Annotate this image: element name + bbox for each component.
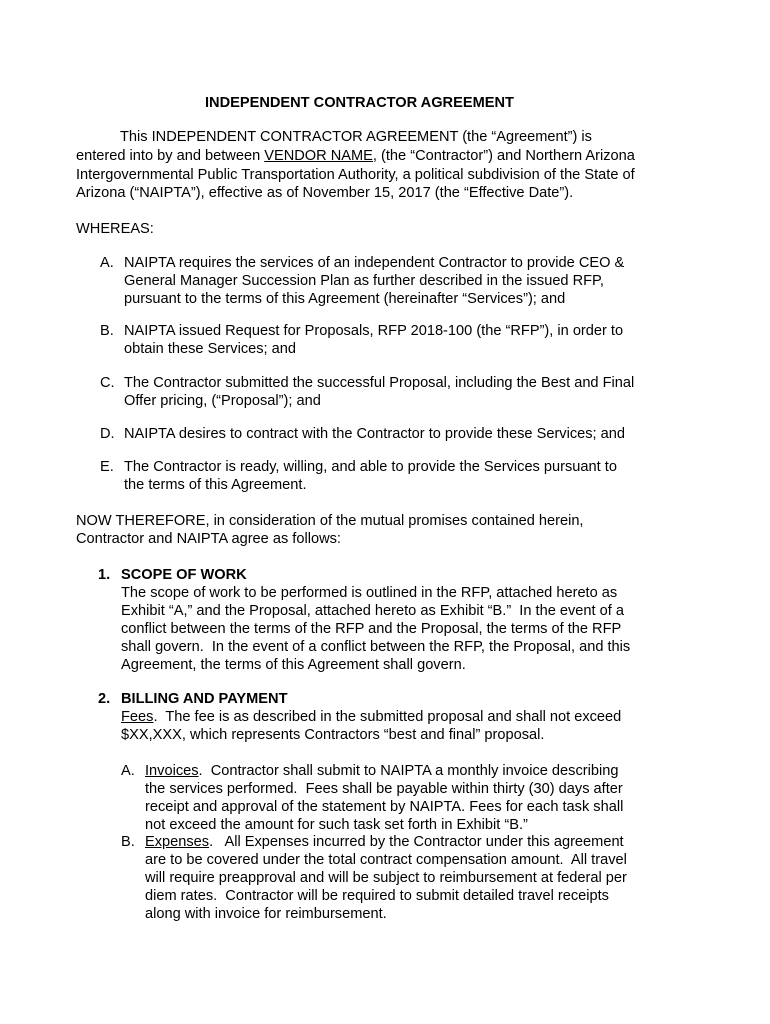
recital-line: pursuant to the terms of this Agreement (hereinafter “Services”); and: [124, 291, 566, 307]
scope-line: Exhibit “A,” and the Proposal, attached hereto as Exhibit “B.” In the event of a: [121, 603, 624, 619]
recital-marker: B.: [100, 323, 114, 339]
now-therefore-line: NOW THEREFORE, in consideration of the mutual promises contained herein,: [76, 513, 584, 529]
expenses-line: are to be covered under the total contract compensation amount. All travel: [145, 852, 627, 868]
fees-line-2: $XX,XXX, which represents Contractors “best and final” proposal.: [121, 727, 545, 743]
invoices-line-1: [145, 762, 618, 780]
fees-label: Fees: [121, 709, 154, 725]
fees-text: . The fee is as described in the submitted proposal and shall not exceed: [153, 709, 622, 725]
recital-line: NAIPTA desires to contract with the Contractor to provide these Services; and: [124, 426, 626, 442]
recital-line: The Contractor is ready, willing, and able to provide the Services pursuant to: [124, 459, 617, 475]
expenses-label: Expenses: [145, 834, 210, 850]
vendor-name-placeholder: VENDOR NAME: [264, 148, 373, 164]
expenses-text: . All Expenses incurred by the Contractor under this agreement: [209, 834, 624, 850]
intro-line-2: [76, 147, 635, 165]
recital-line: Offer pricing, (“Proposal”); and: [124, 393, 321, 409]
recital-line: obtain these Services; and: [124, 341, 296, 357]
recital-marker: A.: [100, 255, 114, 271]
expenses-line-1: [145, 833, 624, 851]
invoices-line: not exceed the amount for such task set forth in Exhibit “B.”: [145, 817, 528, 833]
expenses-line: diem rates. Contractor will be required to submit detailed travel receipts: [145, 888, 609, 904]
intro-text: , (the “Contractor”) and Northern Arizona: [372, 148, 635, 164]
document-title: INDEPENDENT CONTRACTOR AGREEMENT: [205, 95, 514, 111]
recital-line: the terms of this Agreement.: [124, 477, 307, 493]
subsection-marker: A.: [121, 763, 135, 779]
intro-line-3: Intergovernmental Public Transportation Authority, a political subdivision of the State of: [76, 167, 635, 183]
section-heading-scope: SCOPE OF WORK: [121, 567, 247, 583]
recital-marker: E.: [100, 459, 114, 475]
intro-line-1: This INDEPENDENT CONTRACTOR AGREEMENT (the “Agreement”) is: [120, 129, 592, 145]
scope-line: conflict between the terms of the RFP and the Proposal, the terms of the RFP: [121, 621, 622, 637]
invoices-line: the services performed. Fees shall be payable within thirty (30) days after: [145, 781, 623, 797]
recital-marker: C.: [100, 375, 115, 391]
recital-line: General Manager Succession Plan as further described in the issued RFP,: [124, 273, 604, 289]
subsection-marker: B.: [121, 834, 135, 850]
recital-line: NAIPTA requires the services of an independent Contractor to provide CEO &: [124, 255, 625, 271]
fees-line-1: [121, 708, 621, 726]
section-number: 2.: [98, 691, 111, 707]
recital-marker: D.: [100, 426, 115, 442]
scope-line: The scope of work to be performed is outlined in the RFP, attached hereto as: [121, 585, 618, 601]
invoices-label: Invoices: [145, 763, 199, 779]
section-heading-billing: BILLING AND PAYMENT: [121, 691, 288, 707]
recital-line: NAIPTA issued Request for Proposals, RFP 2018-100 (the “RFP”), in order to: [124, 323, 624, 339]
expenses-line: along with invoice for reimbursement.: [145, 906, 387, 922]
expenses-line: will require preapproval and will be subject to reimbursement at federal per: [145, 870, 627, 886]
section-number: 1.: [98, 567, 111, 583]
scope-line: Agreement, the terms of this Agreement shall govern.: [121, 657, 466, 673]
invoices-text: . Contractor shall submit to NAIPTA a monthly invoice describing: [198, 763, 619, 779]
scope-line: shall govern. In the event of a conflict between the RFP, the Proposal, and this: [121, 639, 631, 655]
intro-line-4: Arizona (“NAIPTA”), effective as of November 15, 2017 (the “Effective Date”).: [76, 185, 574, 201]
whereas-heading: WHEREAS:: [76, 221, 154, 237]
invoices-line: receipt and approval of the statement by NAIPTA. Fees for each task shall: [145, 799, 624, 815]
intro-text: entered into by and between: [76, 148, 265, 164]
now-therefore-line: Contractor and NAIPTA agree as follows:: [76, 531, 341, 547]
recital-line: The Contractor submitted the successful Proposal, including the Best and Final: [124, 375, 635, 391]
